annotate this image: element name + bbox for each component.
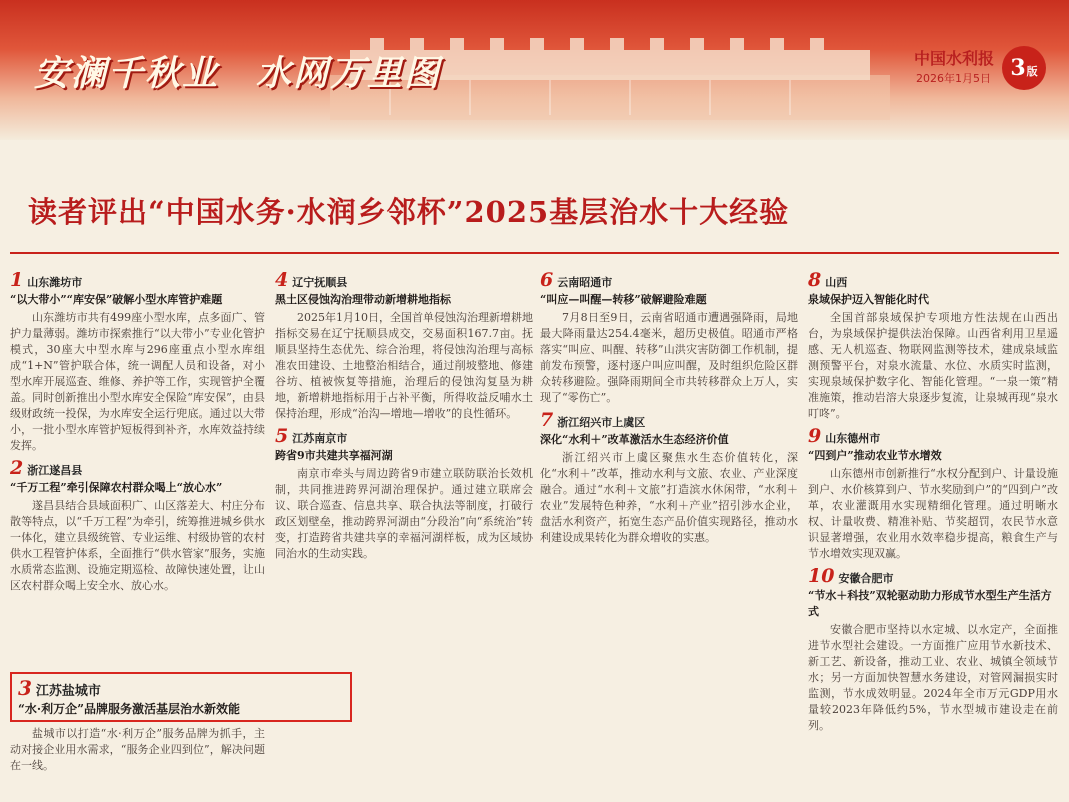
item-body: 南京市牵头与周边跨省9市建立联防联治长效机制，共同推进跨界河湖治理保护。通过建立联席会议、联合巡查、信息共享、联合执法等制度，打破行政区划壁垒，推动跨界河湖由“分段治”向“系统治”转变，打造跨省共建共享的幸福河湖样板，成为区域协同治水的生动实践。 xyxy=(275,467,533,560)
item-place: 辽宁抚顺县 xyxy=(292,276,348,289)
item-number: 7 xyxy=(540,409,554,431)
newspaper-name: 中国水利报 xyxy=(914,49,995,68)
item-place: 浙江绍兴市上虞区 xyxy=(557,416,646,429)
item-body: 2025年1月10日，全国首单侵蚀沟治理新增耕地指标交易在辽宁抚顺县成交，交易面积167.7亩。抚顺县坚持生态优先、综合治理，将侵蚀沟治理与高标准农田建设、土地整治相结合，通过削坡整地、修建谷坊、植被恢复等措施，治理后的侵蚀沟复垦为耕地，新增耕地指标用于占补平衡，所得收益反哺水土保持治理，形成“治沟—增地—增收”的良性循环。 xyxy=(275,311,533,420)
item-number: 10 xyxy=(808,565,835,587)
column-2 xyxy=(275,268,533,802)
item-subtitle: 黑土区侵蚀沟治理带动新增耕地指标 xyxy=(275,293,451,306)
header-banner xyxy=(0,0,1069,140)
item-number: 2 xyxy=(10,457,24,479)
banner-slogan: 安澜千秋业 水网万里图 xyxy=(34,54,442,94)
item-subtitle: “节水＋科技”双轮驱动助力形成节水型生产生活方式 xyxy=(808,589,1052,618)
item-body: 遂昌县结合县域面积广、山区落差大、村庄分布散等特点，以“千万工程”为牵引，统筹推进城乡供水一体化，建立县级统管、专业运维、村级协管的农村供水工程管护体系，全面推行“供水管家”服务，实施水质常态监测、设施定期巡检、故障快速处置，让山区农村群众喝上安全水、放心水。 xyxy=(10,499,265,592)
item-subtitle: 深化“水利＋”改革激活水生态经济价值 xyxy=(540,433,729,446)
item-subtitle: “以大带小”“库安保”破解小型水库管护难题 xyxy=(10,293,223,306)
headline-divider xyxy=(10,252,1059,254)
item-number: 8 xyxy=(808,269,822,291)
issue-date: 2026年1月5日 xyxy=(916,72,991,85)
item-place: 山东德州市 xyxy=(825,432,881,445)
item-body: 安徽合肥市坚持以水定城、以水定产，全面推进节水型社会建设。一方面推广应用节水新技术、新工艺、新设备，推动工业、农业、城镇全领域节水；另一方面加快智慧水务建设，对管网漏损实时监测，节水成效明显。2024年全市万元GDP用水量较2023年降低约5%，节水型城市建设走在前列。 xyxy=(808,623,1058,732)
column-4 xyxy=(808,268,1058,802)
item-body: 7月8日至9日，云南省昭通市遭遇强降雨，局地最大降雨量达254.4毫米，超历史极值。昭通市严格落实“叫应、叫醒、转移”山洪灾害防御工作机制，提前发布预警，逐村逐户叫应叫醒，及时组织危险区群众转移避险。强降雨期间全市共转移群众上万人，实现了“零伤亡”。 xyxy=(540,311,798,404)
item-place: 浙江遂昌县 xyxy=(27,464,83,477)
page-number: 3 xyxy=(1010,55,1026,81)
page-unit: 版 xyxy=(1026,65,1038,78)
item-place: 山东潍坊市 xyxy=(27,276,83,289)
item-subtitle: “四到户”推动农业节水增效 xyxy=(808,449,942,462)
item-subtitle: 泉域保护迈入智能化时代 xyxy=(808,293,929,306)
item-number: 3 xyxy=(18,676,32,700)
item-number: 5 xyxy=(275,425,289,447)
item-body: 全国首部泉域保护专项地方性法规在山西出台，为泉域保护提供法治保障。山西省利用卫星遥感、无人机巡查、物联网监测等技术，建成泉域监测预警平台，对泉水流量、水位、水质实时监测，实现泉域保护数字化、智能化管理。“一泉一策”精准施策，推动岩溶大泉逐步复流，让泉城再现“泉水叮咚”。 xyxy=(808,311,1058,420)
column-3 xyxy=(540,268,798,802)
item-3-body-container xyxy=(10,726,265,802)
item-number: 1 xyxy=(10,269,24,291)
item-body: 盐城市以打造“水·利万企”服务品牌为抓手，主动对接企业用水需求，“服务企业四到位”，解决问题在一线。 xyxy=(10,727,265,772)
page-number-badge xyxy=(1002,46,1046,90)
item-subtitle: 跨省9市共建共享福河湖 xyxy=(275,449,393,462)
item-place: 安徽合肥市 xyxy=(838,572,894,585)
item-number: 9 xyxy=(808,425,822,447)
item-place: 江苏盐城市 xyxy=(35,684,101,699)
item-subtitle: “叫应—叫醒—转移”破解避险难题 xyxy=(540,293,707,306)
item-subtitle: “千万工程”牵引保障农村群众喝上“放心水” xyxy=(10,481,223,494)
page-headline: 读者评出“中国水务·水润乡邻杯”2025基层治水十大经验 xyxy=(28,195,790,229)
item-number: 4 xyxy=(275,269,289,291)
item-subtitle: “水·利万企”品牌服务激活基层治水新效能 xyxy=(18,702,240,716)
item-number: 6 xyxy=(540,269,554,291)
item-body: 山东潍坊市共有499座小型水库，点多面广、管护力量薄弱。潍坊市探索推行“以大带小”专业化管护模式，30座大中型水库与296座重点小型水库组成“1+N”管护联合体，统一调配人员和设备，对小型水库开展巡查、维修、养护等工作，实现管护全覆盖。同时创新推出小型水库安全保险“库安保”，由县级财政统一投保，为水库安全运行兜底。通过以大带小，一批小型水库管护短板得到补齐，水库效益持续发挥。 xyxy=(10,311,265,452)
item-place: 云南昭通市 xyxy=(557,276,613,289)
item-place: 山西 xyxy=(825,276,848,289)
item-body: 浙江绍兴市上虞区聚焦水生态价值转化，深化“水利＋”改革，推动水利与文旅、农业、产业深度融合。通过“水利＋文旅”打造滨水休闲带，“水利＋农业”发展特色种养，“水利＋产业”招引涉水企业，盘活水利资产，拓宽生态产品价值实现路径，推动水利建设成果转化为群众增收的实惠。 xyxy=(540,451,798,544)
item-body: 山东德州市创新推行“水权分配到户、计量设施到户、水价核算到户、节水奖励到户”的“四到户”改革，农业灌溉用水实现精细化管理。通过明晰水权、计量收费、精准补贴、节奖超罚，农民节水意识显著增强，农业用水效率稳步提高，粮食生产与节水增效实现双赢。 xyxy=(808,467,1058,560)
item-place: 江苏南京市 xyxy=(292,432,348,445)
